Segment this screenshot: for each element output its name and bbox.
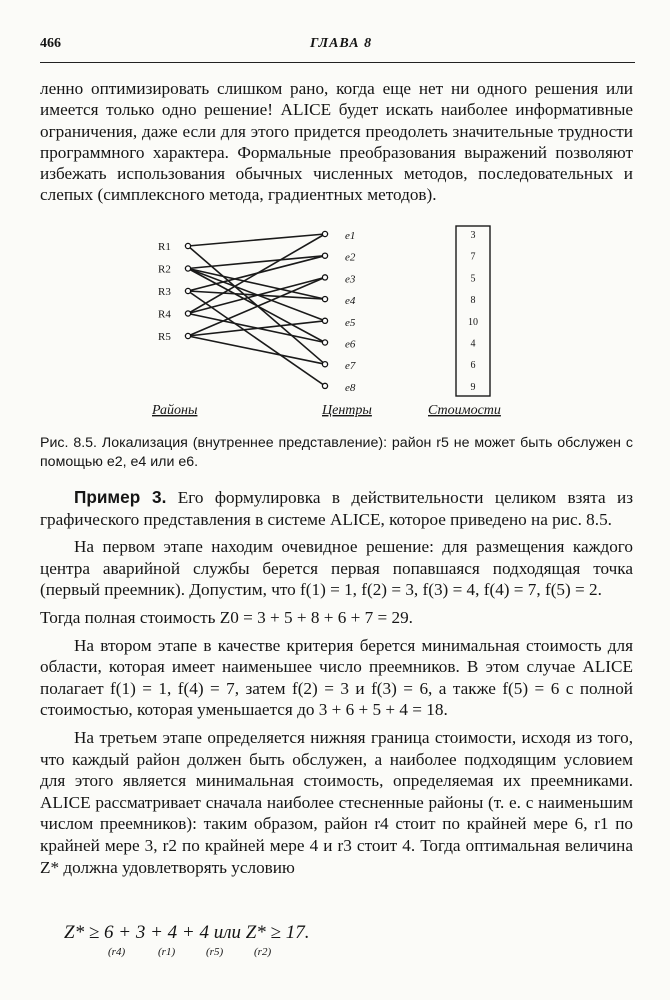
cost-value: 7 bbox=[470, 251, 476, 263]
label-costs: Стоимости bbox=[428, 403, 501, 418]
cost-value: 6 bbox=[470, 360, 476, 372]
example-paragraph-2: На первом этапе находим очевидное решение: для размещения каждого центра аварийной службы берется первая попавшаяся подходящая точка (первый преемник). Допустим, что f(1) = 1, f(2) = 3, f(3) = 4, f(4) = 7, f(5) = 2. bbox=[40, 537, 633, 600]
figure-8-5 bbox=[150, 222, 540, 418]
center-label: e7 bbox=[345, 360, 356, 373]
page-header bbox=[40, 36, 635, 56]
cost-value: 9 bbox=[470, 381, 476, 393]
cost-value: 4 bbox=[470, 338, 476, 350]
center-node bbox=[322, 383, 327, 388]
center-label: e6 bbox=[345, 338, 356, 351]
region-label: R2 bbox=[158, 263, 171, 276]
center-node bbox=[322, 275, 327, 280]
center-node bbox=[322, 318, 327, 323]
formula-subscript: (r4) bbox=[108, 946, 126, 958]
label-regions: Районы bbox=[152, 403, 198, 418]
cost-value: 10 bbox=[468, 316, 478, 328]
center-node bbox=[322, 297, 327, 302]
formula-subscript: (r2) bbox=[254, 946, 272, 958]
header-rule bbox=[40, 62, 635, 63]
center-node bbox=[322, 253, 327, 258]
center-nodes bbox=[322, 230, 355, 394]
center-label: e3 bbox=[345, 273, 356, 286]
chapter-title: ГЛАВА 8 bbox=[310, 36, 373, 51]
example-paragraph-1-text: Его формулировка в действительности целиком взята из графического представления в системе ALICE, которое приведено на рис. 8.5. bbox=[40, 488, 633, 529]
cost-value: 5 bbox=[470, 273, 476, 285]
label-centers: Центры bbox=[322, 403, 372, 418]
cost-value: 3 bbox=[470, 230, 476, 241]
region-node bbox=[185, 311, 190, 316]
example-label: Пример 3. bbox=[74, 487, 167, 507]
formula-main: Z* ≥ 6 + 3 + 4 + 4 или Z* ≥ 17. bbox=[64, 922, 310, 943]
region-node bbox=[185, 333, 190, 338]
region-node bbox=[185, 266, 190, 271]
edge bbox=[188, 234, 325, 246]
center-node bbox=[322, 231, 327, 236]
bipartite-edges bbox=[188, 234, 325, 386]
formula-subscript: (r5) bbox=[206, 946, 224, 958]
example-paragraph-3: На втором этапе в качестве критерия берется минимальная стоимость для области, которая имеет наименьшее число преемников. В этом случае ALICE полагает f(1) = 1, f(4) = 7, затем f(2) = 3 и f(3) = 6, а также f(5) = 6 с полной стоимостью, которая уменьшается до 3 + 6 + 5 + 4 = 18. bbox=[40, 635, 633, 720]
region-node bbox=[185, 243, 190, 248]
example-total-cost: Тогда полная стоимость Z0 = 3 + 5 + 8 + 6 + 7 = 29. bbox=[40, 607, 413, 627]
cost-value: 8 bbox=[470, 295, 476, 307]
region-label: R3 bbox=[158, 286, 171, 298]
region-label: R5 bbox=[158, 331, 171, 343]
example-3 bbox=[40, 487, 633, 884]
cost-values bbox=[468, 230, 478, 393]
center-label: e8 bbox=[345, 381, 356, 394]
formula-lower-bound bbox=[64, 922, 564, 970]
region-label: R4 bbox=[158, 308, 171, 321]
edge bbox=[188, 336, 325, 364]
center-label: e2 bbox=[345, 251, 356, 264]
example-paragraph-4: На третьем этапе определяется нижняя граница стоимости, исходя из того, что каждый район должен быть обслужен, а наиболее подходящим условием для этого является минимальная стоимость, определяемая их преемниками. ALICE рассматривает сначала наиболее стесненные районы (т. е. с наименьшим числом преемников): таким образом, район r4 стоит по крайней мере 6, r1 по крайней мере 3, r2 по крайней мере 4 и r3 стоит 4. Тогда оптимальная величина Z* должна удовлетворять условию bbox=[40, 727, 633, 877]
center-label: e5 bbox=[345, 316, 356, 329]
center-label: e1 bbox=[345, 230, 356, 242]
edge bbox=[188, 277, 325, 313]
region-node bbox=[185, 288, 190, 293]
center-label: e4 bbox=[345, 295, 356, 308]
edge bbox=[188, 321, 325, 336]
figure-caption: Рис. 8.5. Локализация (внутреннее представление): район r5 не может быть обслужен с помощью e2, e4 или e6. bbox=[40, 435, 633, 470]
edge bbox=[188, 256, 325, 269]
region-nodes bbox=[158, 241, 191, 343]
formula-subscript: (r1) bbox=[158, 946, 176, 958]
center-node bbox=[322, 362, 327, 367]
paragraph-intro: ленно оптимизировать слишком рано, когда еще нет ни одного решения или имеется только одно решение! ALICE будет искать наиболее информативные ограничения, даже если для этого придется преодолеть значительные трудности программного характера. Формальные преобразования выражений позволяют избежать использования обычных численных методов, последовательных и слепых (симплексного метода, градиентных методов). bbox=[40, 79, 633, 205]
example-paragraph-1 bbox=[40, 487, 633, 530]
page-number: 466 bbox=[40, 36, 61, 51]
cost-column bbox=[456, 226, 490, 396]
center-node bbox=[322, 340, 327, 345]
region-label: R1 bbox=[158, 241, 171, 253]
